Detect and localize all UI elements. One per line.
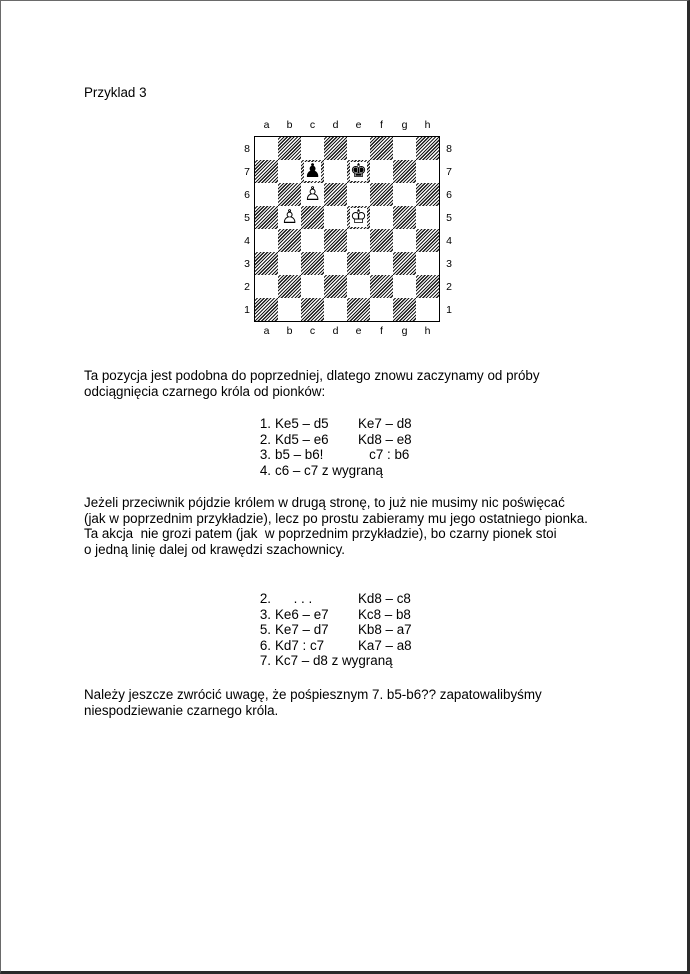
rank-label-left: 3: [244, 258, 250, 270]
square-c8: [301, 137, 324, 160]
square-a2: [255, 275, 278, 298]
square-a5: [255, 206, 278, 229]
file-label-bottom: h: [424, 325, 431, 337]
paragraph3-line-2: niespodziewanie czarnego króla.: [84, 703, 279, 718]
move-row: [253, 447, 483, 463]
square-f2: [370, 275, 393, 298]
rank-label-right: 3: [446, 258, 452, 270]
square-b5: [278, 206, 301, 229]
rank-label-right: 2: [446, 281, 452, 293]
square-f6: [370, 183, 393, 206]
file-label-top: a: [263, 119, 270, 131]
move-number: 7.: [259, 653, 271, 669]
move-row: [253, 653, 483, 669]
square-c5: [301, 206, 324, 229]
file-label-bottom: d: [332, 325, 339, 337]
black-move: Kd8 – c8: [358, 591, 411, 606]
square-b7: [278, 160, 301, 183]
square-d7: [324, 160, 347, 183]
white-move: Ke7 – d7: [275, 622, 329, 638]
move-number: 3.: [259, 606, 271, 622]
file-label-bottom: a: [263, 325, 270, 337]
square-g3: [393, 252, 416, 275]
white-move: Ke5 – d5: [275, 416, 329, 431]
square-a4: [255, 229, 278, 252]
white-pawn-b5-icon: ♙: [280, 206, 299, 228]
white-move: . . .: [275, 591, 313, 606]
chessboard: [254, 136, 440, 322]
square-d1: [324, 298, 347, 321]
move-row: [253, 416, 483, 432]
square-f3: [370, 252, 393, 275]
square-a3: [255, 252, 278, 275]
square-e6: [347, 183, 370, 206]
move-number: 1.: [259, 416, 271, 431]
square-b8: [278, 137, 301, 160]
file-label-top: d: [332, 119, 339, 131]
move-list-2: [253, 591, 483, 669]
rank-label-left: 4: [244, 235, 250, 247]
square-a8: [255, 137, 278, 160]
black-move: Ka7 – a8: [358, 637, 412, 653]
square-f4: [370, 229, 393, 252]
square-g5: [393, 206, 416, 229]
square-e2: [347, 275, 370, 298]
rank-label-left: 7: [244, 166, 250, 178]
file-label-top: c: [309, 119, 316, 131]
square-g1: [393, 298, 416, 321]
square-b1: [278, 298, 301, 321]
black-move: c7 : b6: [358, 447, 410, 463]
rank-label-right: 4: [446, 235, 452, 247]
square-f5: [370, 206, 393, 229]
square-e3: [347, 252, 370, 275]
rank-label-left: 2: [244, 281, 250, 293]
rank-label-right: 7: [446, 166, 452, 178]
intro-line-1: Ta pozycja jest podobna do poprzedniej, dlatego znowu zaczynamy od próby: [84, 368, 540, 383]
rank-label-right: 8: [446, 143, 452, 155]
square-c2: [301, 275, 324, 298]
file-label-bottom: b: [286, 325, 293, 337]
square-e5: [347, 206, 370, 229]
file-label-bottom: e: [355, 325, 362, 337]
black-king-e7-icon: ♚: [349, 160, 368, 182]
white-move: Ke6 – e7: [275, 606, 329, 622]
white-pawn-c6-icon: ♙: [303, 183, 322, 205]
square-c4: [301, 229, 324, 252]
square-h2: [416, 275, 439, 298]
file-label-top: b: [286, 119, 293, 131]
file-label-bottom: c: [309, 325, 316, 337]
move-row: [253, 622, 483, 638]
square-h7: [416, 160, 439, 183]
square-b4: [278, 229, 301, 252]
square-g8: [393, 137, 416, 160]
white-move: Kd5 – e6: [275, 431, 329, 447]
white-move: Kd7 : c7: [275, 637, 325, 653]
file-label-bottom: f: [380, 325, 383, 337]
square-d4: [324, 229, 347, 252]
paragraph2-line-3: Ta akcja nie grozi patem (jak w poprzednim przykładzie), bo czarny pionek stoi: [84, 526, 557, 541]
square-g7: [393, 160, 416, 183]
square-c7: [301, 160, 324, 183]
white-move: c6 – c7 z wygraną: [275, 462, 383, 478]
square-d5: [324, 206, 347, 229]
file-label-bottom: g: [401, 325, 408, 337]
square-h4: [416, 229, 439, 252]
square-g6: [393, 183, 416, 206]
move-row: [253, 463, 483, 479]
square-c1: [301, 298, 324, 321]
square-b6: [278, 183, 301, 206]
square-b3: [278, 252, 301, 275]
move-row: [253, 591, 483, 607]
rank-label-left: 1: [244, 304, 250, 316]
move-row: [253, 607, 483, 623]
file-label-top: f: [380, 119, 383, 131]
square-e4: [347, 229, 370, 252]
square-a1: [255, 298, 278, 321]
rank-label-left: 5: [244, 212, 250, 224]
square-d3: [324, 252, 347, 275]
black-move: Ke7 – d8: [358, 416, 412, 431]
square-e7: [347, 160, 370, 183]
square-f7: [370, 160, 393, 183]
file-label-top: e: [355, 119, 362, 131]
square-d2: [324, 275, 347, 298]
move-list-1: [253, 416, 483, 478]
move-number: 3.: [259, 447, 271, 463]
paragraph3-line-1: Należy jeszcze zwrócić uwagę, że pośpiesznym 7. b5-b6?? zapatowalibyśmy: [84, 687, 542, 702]
square-a6: [255, 183, 278, 206]
square-g2: [393, 275, 416, 298]
square-c3: [301, 252, 324, 275]
black-move: Kb8 – a7: [358, 622, 412, 638]
intro-line-2: odciągnięcia czarnego króla od pionków:: [84, 384, 326, 399]
square-e8: [347, 137, 370, 160]
move-number: 6.: [259, 637, 271, 653]
square-g4: [393, 229, 416, 252]
file-label-top: h: [424, 119, 431, 131]
rank-label-left: 6: [244, 189, 250, 201]
white-move: Kc7 – d8 z wygraną: [275, 653, 393, 669]
square-f8: [370, 137, 393, 160]
paragraph2-line-4: o jedną linię dalej od krawędzi szachownicy.: [84, 542, 346, 557]
black-move: Kd8 – e8: [358, 431, 412, 447]
black-pawn-c7-icon: ♟: [303, 160, 322, 182]
move-row: [253, 432, 483, 448]
white-move: b5 – b6!: [275, 447, 324, 463]
move-number: 5.: [259, 622, 271, 638]
square-a7: [255, 160, 278, 183]
black-move: Kc8 – b8: [358, 606, 411, 622]
rank-label-left: 8: [244, 143, 250, 155]
white-king-e5-icon: ♔: [349, 206, 368, 228]
square-h3: [416, 252, 439, 275]
move-row: [253, 638, 483, 654]
square-h1: [416, 298, 439, 321]
paragraph2-line-1: Jeżeli przeciwnik pójdzie królem w drugą stronę, to już nie musimy nic poświęcać: [84, 495, 565, 510]
move-number: 2.: [259, 591, 271, 606]
example-heading: Przyklad 3: [84, 85, 147, 100]
square-b2: [278, 275, 301, 298]
square-e1: [347, 298, 370, 321]
move-number: 4.: [259, 462, 271, 478]
rank-label-right: 1: [446, 304, 452, 316]
rank-label-right: 5: [446, 212, 452, 224]
move-number: 2.: [259, 431, 271, 447]
rank-label-right: 6: [446, 189, 452, 201]
square-c6: [301, 183, 324, 206]
square-h8: [416, 137, 439, 160]
chess-diagram: [241, 119, 456, 347]
paragraph2-line-2: (jak w poprzednim przykładzie), lecz po prostu zabieramy mu jego ostatniego pionka.: [84, 511, 588, 526]
square-d8: [324, 137, 347, 160]
square-f1: [370, 298, 393, 321]
square-h5: [416, 206, 439, 229]
square-d6: [324, 183, 347, 206]
square-h6: [416, 183, 439, 206]
file-label-top: g: [401, 119, 408, 131]
